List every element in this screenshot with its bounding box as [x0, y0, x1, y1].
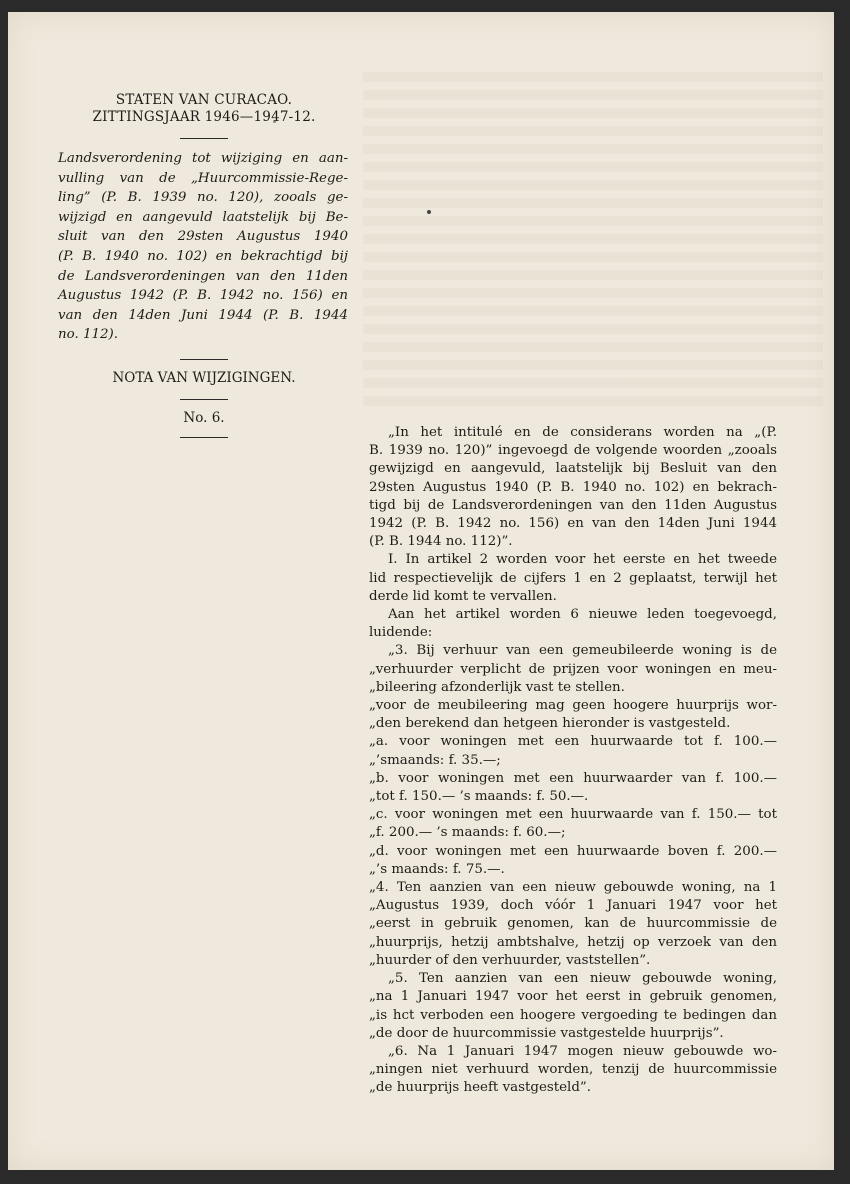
document-page [8, 12, 834, 1170]
intro-line: sluit van den 29sten Augustus 1940 [58, 229, 348, 245]
amendment-body [369, 424, 777, 1098]
body-line: 1942 (P. B. 1942 no. 156) en van den 14den Juni 1944 [369, 516, 777, 532]
divider-rule [180, 399, 228, 400]
body-line: „b. voor woningen met een huurwaarder van f. 100.— [369, 770, 777, 786]
body-line: „is hct verboden een hoogere vergoeding te bedingen dan [369, 1007, 777, 1023]
divider-rule [180, 138, 228, 139]
body-line: 29sten Augustus 1940 (P. B. 1940 no. 102) en bekrach- [369, 479, 777, 495]
body-line: „tot f. 150.— ’s maands: f. 50.—. [369, 789, 589, 805]
body-line: „voor de meubileering mag geen hoogere huurprijs wor- [369, 698, 777, 714]
body-line: derde lid komt te vervallen. [369, 588, 557, 604]
body-line: Aan het artikel worden 6 nieuwe leden toegevoegd, [388, 607, 777, 623]
body-line: „3. Bij verhuur van een gemeubileerde woning is de [388, 643, 777, 659]
header-line-1: STATEN VAN CURACAO. [115, 92, 293, 108]
intro-line: wijzigd en aangevuld laatstelijk bij Be- [58, 209, 348, 225]
intro-line: no. 112). [58, 327, 119, 343]
nota-title: NOTA VAN WIJZIGINGEN. [112, 369, 296, 386]
body-line: I. In artikel 2 worden voor het eerste en het tweede [388, 552, 777, 568]
body-line: „huurprijs, hetzij ambtshalve, hetzij op verzoek van den [369, 934, 777, 950]
body-line: „f. 200.— ’s maands: f. 60.—; [369, 825, 566, 841]
left-column [60, 92, 348, 448]
intro-line: (P. B. 1940 no. 102) en bekrachtigd bij [58, 248, 348, 264]
nota-number: No. 6. [183, 409, 225, 426]
body-line: „a. voor woningen met een huurwaarde tot f. 100.— [369, 734, 777, 750]
body-line: „huurder of den verhuurder, vaststellen”. [369, 952, 651, 968]
intro-line: Landsverordening tot wijziging en aan- [58, 151, 348, 166]
body-line: „Augustus 1939, doch vóór 1 Januari 1947 voor het [369, 898, 777, 914]
body-line: gewijzigd en aangevuld, laatstelijk bij Besluit van den [369, 461, 777, 477]
body-line: B. 1939 no. 120)” ingevoegd de volgende woorden „zooals [369, 443, 777, 459]
body-line: „c. voor woningen met een huurwaarde van f. 150.— tot [369, 807, 777, 823]
body-line: „’smaands: f. 35.—; [369, 752, 501, 768]
body-line: „’s maands: f. 75.—. [369, 861, 505, 877]
body-line: „na 1 Januari 1947 voor het eerst in gebruik genomen, [369, 989, 777, 1005]
body-line: lid respectievelijk de cijfers 1 en 2 geplaatst, terwijl het [369, 570, 777, 586]
body-line: „de huurprijs heeft vastgesteld”. [369, 1080, 591, 1096]
intro-line: de Landsverordeningen van den 11den [58, 268, 348, 284]
body-line: „6. Na 1 Januari 1947 mogen nieuw gebouwde wo- [388, 1043, 777, 1059]
body-line: „4. Ten aanzien van een nieuw gebouwde woning, na 1 [369, 880, 777, 896]
intro-text [58, 149, 348, 345]
body-line: „eerst in gebruik genomen, kan de huurcommissie de [369, 916, 777, 932]
body-line: luidende: [369, 625, 433, 641]
body-line: „5. Ten aanzien van een nieuw gebouwde woning, [388, 971, 777, 987]
intro-line: vulling van de „Huurcommissie-Rege- [58, 170, 348, 186]
body-line: (P. B. 1944 no. 112)”. [369, 534, 513, 550]
body-line: „de door de huurcommissie vastgestelde huurprijs”. [369, 1025, 724, 1041]
intro-line: van den 14den Juni 1944 (P. B. 1944 [58, 307, 348, 323]
divider-rule [180, 359, 228, 360]
intro-line: ling” (P. B. 1939 no. 120), zooals ge- [58, 190, 348, 206]
divider-rule [180, 437, 228, 438]
intro-line: Augustus 1942 (P. B. 1942 no. 156) en [58, 288, 348, 304]
body-line: tigd bij de Landsverordeningen van den 11den Augustus [369, 497, 777, 513]
body-line: „ningen niet verhuurd worden, tenzij de huurcommissie [369, 1062, 777, 1078]
ink-speck [427, 210, 431, 214]
body-line: „bileering afzonderlijk vast te stellen. [369, 679, 625, 695]
bleed-through-texture [363, 72, 823, 412]
body-line: „In het intitulé en de considerans worden na „(P. [388, 425, 777, 440]
header-line-2: ZITTINGSJAAR 1946—1947-12. [92, 109, 316, 125]
body-line: „verhuurder verplicht de prijzen voor woningen en meu- [369, 661, 777, 677]
body-line: „d. voor woningen met een huurwaarde boven f. 200.— [369, 843, 777, 859]
body-line: „den berekend dan hetgeen hieronder is vastgesteld. [369, 716, 731, 732]
